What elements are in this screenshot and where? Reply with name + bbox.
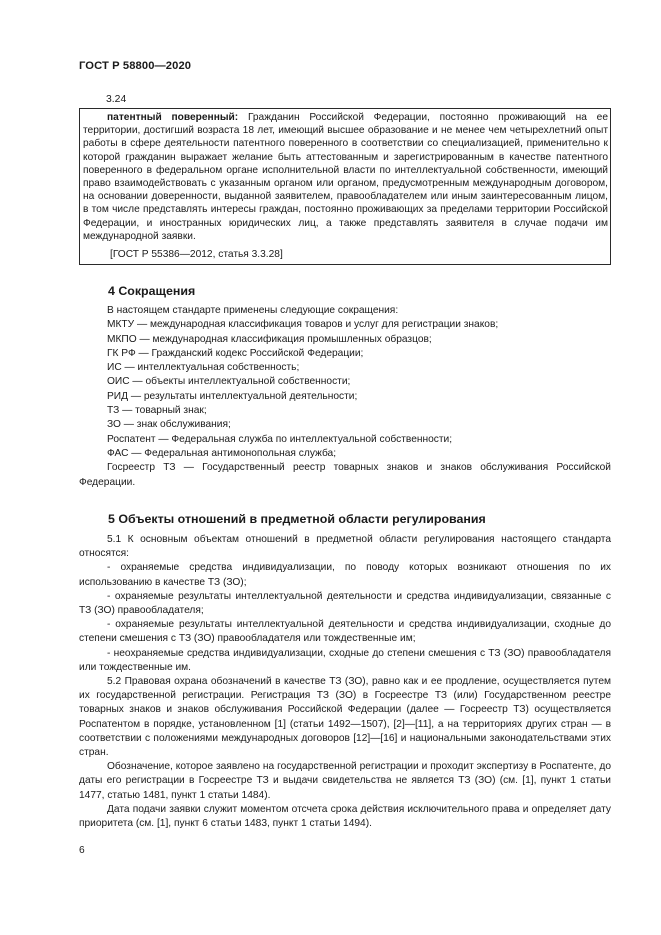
abbreviation-item: ФАС — Федеральная антимонопольная служба; — [107, 447, 337, 459]
abbreviation-item: ЗО — знак обслуживания; — [107, 419, 231, 431]
paragraph-registration-note: Обозначение, которое заявлено на государственной регистрации и проходит экспертизу в Роспатенте, до даты его регистрации в Госреестре ТЗ и выдачи свидетельства не является ТЗ (ЗО) (см. [1], пункт 1 статьи 1477, статью 1481, пункт 1 статьи 1484). — [79, 761, 611, 801]
bullet-item: - неохраняемые средства индивидуализации, сходные до степени смешения с ТЗ (ЗО) правообладателя или тождественные им. — [79, 647, 611, 673]
bullet-item: - охраняемые результаты интеллектуальной деятельности и средства индивидуализации, сходные до степени смешения с ТЗ (ЗО) правообладателя или тождественные им; — [79, 619, 611, 645]
abbreviation-item: Госреестр ТЗ — Государственный реестр товарных знаков и знаков обслуживания Российской Федерации. — [79, 462, 611, 488]
abbreviations-list — [79, 304, 611, 490]
abbreviation-item: МКПО — международная классификация промышленных образцов; — [107, 333, 432, 345]
section-5-title: 5 Объекты отношений в предметной области регулирования — [108, 512, 486, 526]
abbreviation-item: ИС — интеллектуальная собственность; — [107, 362, 300, 374]
abbreviations-intro: В настоящем стандарте применены следующие сокращения: — [107, 305, 399, 316]
term-number: 3.24 — [106, 94, 127, 105]
term-name: патентный поверенный: — [107, 112, 239, 123]
abbreviation-item: ГК РФ — Гражданский кодекс Российской Федерации; — [107, 347, 364, 359]
abbreviation-item: МКТУ — международная классификация товаров и услуг для регистрации знаков; — [107, 319, 499, 331]
paragraph-5-1: 5.1 К основным объектам отношений в предметной области регулирования настоящего стандарта относятся: — [79, 534, 611, 560]
bullet-item: - охраняемые средства индивидуализации, по поводу которых возникают отношения по их использованию в качестве ТЗ (ЗО); — [79, 562, 611, 588]
abbreviation-item: ТЗ — товарный знак; — [107, 405, 207, 417]
section-4-title: 4 Сокращения — [108, 284, 196, 298]
bullet-item: - охраняемые результаты интеллектуальной деятельности и средства индивидуализации, связанные с ТЗ (ЗО) правообладателя; — [79, 590, 611, 617]
page-number: 6 — [79, 845, 85, 856]
abbreviation-item: Роспатент — Федеральная служба по интеллектуальной собственности; — [107, 433, 453, 445]
term-definition: Гражданин Российской Федерации, постоянно проживающий на ее территории, достигший возраста 18 лет, имеющий высшее образование и не менее чем четырехлетний опыт работы в сфере деятельности патентного поверенного в соответствии со специализацией, применительно к которой гражданин выражает желание быть аттестованным и зарегистрированным в качестве патентного поверенного в федеральном органе исполнительной власти по интеллектуальной собственности, имеющий право взаимодействовать с указанным органом или органом, предусмотренным международным договором, на основании доверенности, выданной заявителем, правообладателем или иным заинтересованным лицом, в том числе представлять интересы граждан, постоянно проживающих за пределами территории Российской Федерации, и иностранных юридических лиц, а также представлять заявителя в случае подачи им международной заявки. — [83, 112, 608, 242]
term-source: [ГОСТ Р 55386—2012, статья 3.3.28] — [110, 249, 283, 260]
term-definition-block — [83, 111, 608, 243]
abbreviation-item: РИД — результаты интеллектуальной деятельности; — [107, 390, 358, 402]
abbreviation-item: ОИС — объекты интеллектуальной собственности; — [107, 376, 351, 388]
section-5-body — [79, 533, 611, 831]
document-header: ГОСТ Р 58800—2020 — [79, 60, 192, 72]
paragraph-5-2: 5.2 Правовая охрана обозначений в качестве ТЗ (ЗО), равно как и ее продление, осуществляется путем их государственной регистрации. Регистрация ТЗ (ЗО) в Госреестре ТЗ (или) Государственном реестре товарных знаков и знаков обслуживания Российской Федерации (далее — Госреестр ТЗ) осуществляется Роспатентом в порядке, установленном [1] (статьи 1492—1507), [2]—[11], а на территориях других стран — в соответствии с положениями международных договоров [12]—[16] и национальными законодательствами этих стран. — [79, 676, 611, 759]
paragraph-filing-date: Дата подачи заявки служит моментом отсчета срока действия исключительного права и определяет дату приоритета (см. [1], пункт 6 статьи 1483, пункт 1 статьи 1494). — [79, 803, 611, 830]
